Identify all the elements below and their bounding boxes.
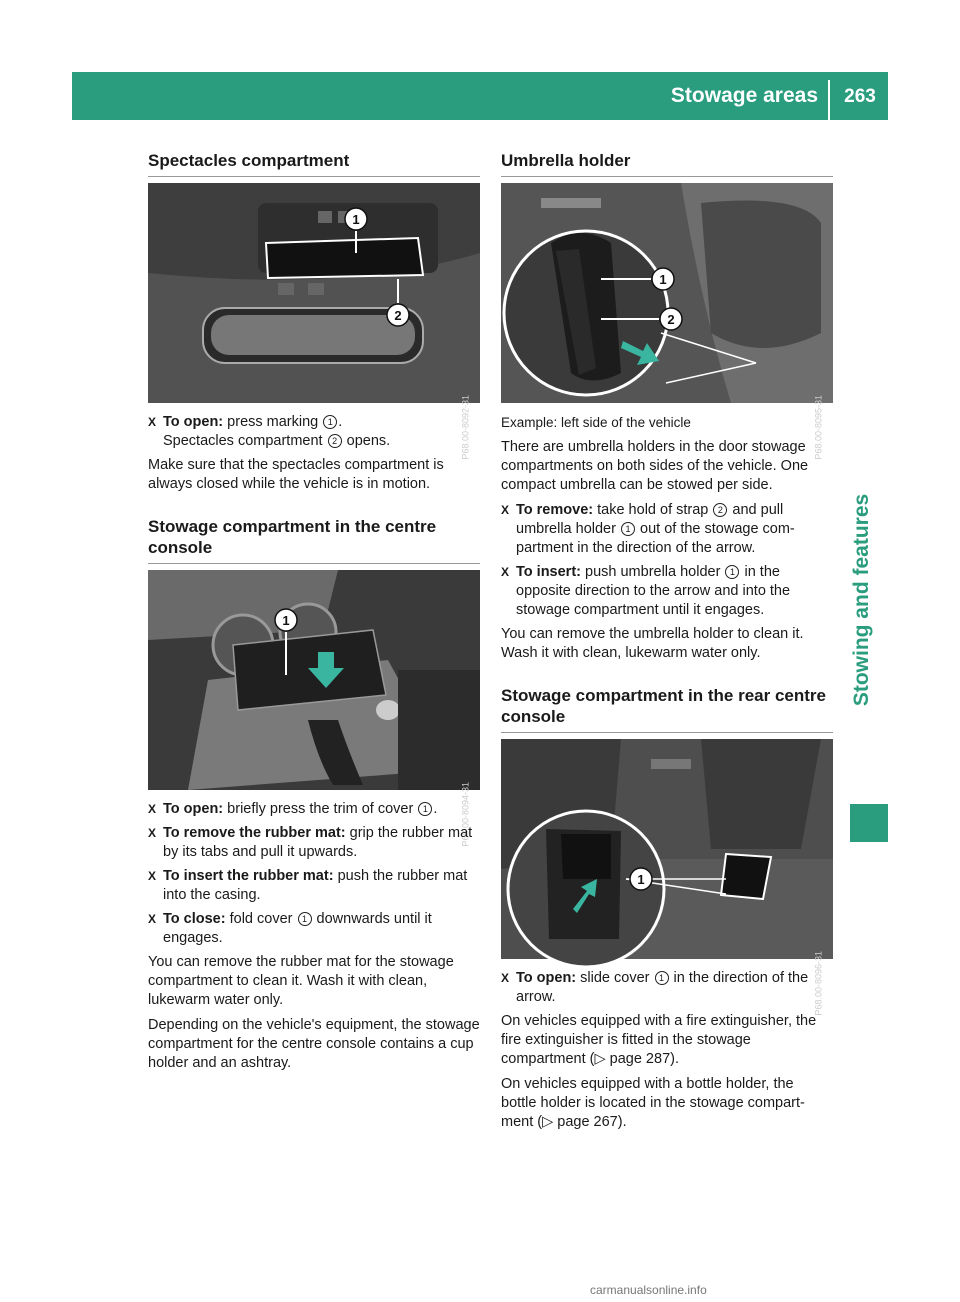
bottle-holder-note: On vehicles equipped with a bottle holder, the bottle holder is located in the stowage compart- ment (▷ page 267). [501,1076,805,1130]
callout-1: 1 [621,522,635,536]
callout-1: 1 [655,971,669,985]
figure-ref: P68.00-8095-31 [814,395,824,460]
step-text-line2: Spectacles compartment [163,433,327,449]
page-number: 263 [844,86,876,107]
step-close-console [148,910,480,948]
step-text-end: in the opposite direction to the arrow and into the stowage compartment until it engages. [516,564,791,618]
svg-text:1: 1 [637,872,645,887]
umbrella-clean-note: You can remove the umbrella holder to clean it. Wash it with clean, lukewarm water only. [501,626,804,661]
step-label: To insert the rubber mat: [163,868,334,884]
umbrella-caption: Example: left side of the vehicle [501,415,691,430]
step-text: fold cover [229,911,297,927]
step-text: press marking [227,414,323,430]
svg-text:1: 1 [659,272,667,287]
side-tab-label: Stowing and features [850,493,873,707]
section-title-centre-console: Stowage compartment in the centre console [148,516,480,564]
spectacles-note: Make sure that the spectacles compartment is always closed while the vehicle is in motion. [148,457,444,492]
figure-ref: P68.00-8096-31 [814,951,824,1016]
step-label: To remove: [516,502,594,518]
page-header [72,72,888,120]
umbrella-illustration [501,183,833,403]
figure-ref: P68.00-8092-31 [461,395,471,460]
section-title-rear-console: Stowage compartment in the rear centre console [501,685,833,733]
step-label: To open: [516,970,577,986]
rear-console-illustration [501,739,833,959]
step-open-spectacles [148,413,480,451]
step-label: To remove the rubber mat: [163,825,346,841]
step-text-end: . [433,801,438,817]
callout-2: 2 [328,434,342,448]
step-text: push umbrella holder [585,564,725,580]
section-title-spectacles: Spectacles compartment [148,150,480,177]
svg-text:2: 2 [394,308,402,323]
step-text: take hold of strap [597,502,713,518]
console-equipment-note: Depending on the vehicle's equipment, the stowage compartment for the centre console contains a cup holder and an ashtray. [148,1017,480,1071]
step-label: To close: [163,911,226,927]
svg-text:2: 2 [667,312,675,327]
side-tab-marker [850,804,888,842]
right-column [501,150,833,1138]
left-column [148,150,480,1079]
step-text-end: out of the stowage com- partment in the direction of the arrow. [516,521,795,556]
console-clean-note: You can remove the rubber mat for the stowage compartment to clean it. Wash it with clean, lukewarm water only. [148,954,454,1008]
centre-console-illustration [148,570,480,790]
callout-2: 2 [713,503,727,517]
side-tab [836,420,888,780]
step-open-console [148,800,480,819]
header-title: Stowage areas [670,84,818,107]
step-text-end: . [338,414,343,430]
step-text-line2-end: opens. [342,433,391,449]
section-title-umbrella: Umbrella holder [501,150,833,177]
step-remove-umbrella [501,501,833,558]
watermark: carmanualsonline.info [590,1283,707,1297]
callout-1: 1 [418,802,432,816]
step-text-end: in the direction of the arrow. [516,970,809,1005]
step-text: slide cover [580,970,654,986]
figure-ref: P68.00-8094-31 [461,782,471,847]
step-insert-umbrella [501,563,833,620]
step-insert-mat [148,867,480,905]
step-text: grip the rubber mat by its tabs and pull it upwards. [163,825,473,860]
step-label: To open: [163,414,224,430]
svg-text:1: 1 [352,212,360,227]
callout-1: 1 [298,912,312,926]
callout-1: 1 [725,565,739,579]
umbrella-intro: There are umbrella holders in the door stowage compartments on both sides of the vehicle. One compact umbrella can be stowed per side. [501,439,809,493]
spectacles-illustration [148,183,480,403]
step-text-end: downwards until it engages. [163,911,432,946]
callout-1: 1 [323,415,337,429]
step-open-rear-console [501,969,833,1007]
svg-text:1: 1 [282,613,290,628]
step-remove-mat [148,824,480,862]
step-text: push the rubber mat into the casing. [163,868,468,903]
fire-extinguisher-note: On vehicles equipped with a fire extinguisher, the fire extinguisher is fitted in the stowage compartment (▷ page 287). [501,1013,817,1067]
step-label: To open: [163,801,224,817]
step-text-mid: and pull umbrella holder [516,502,784,537]
step-text: briefly press the trim of cover [227,801,418,817]
step-label: To insert: [516,564,581,580]
header-divider [828,80,830,120]
